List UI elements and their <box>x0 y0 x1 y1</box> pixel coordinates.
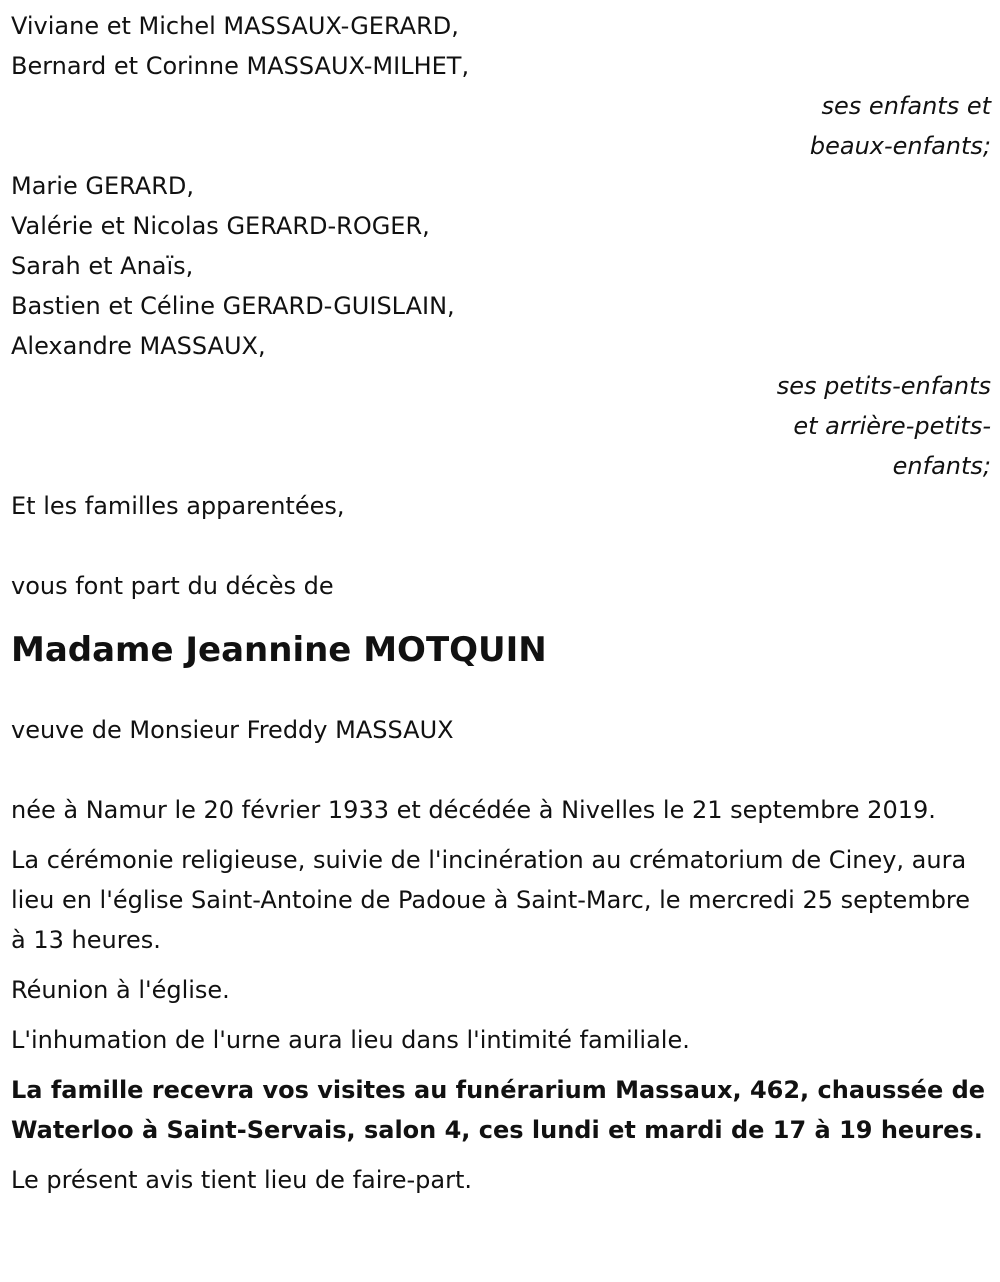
grandchildren-role <box>11 366 991 486</box>
obituary-notice <box>11 6 991 1210</box>
list-item: Bastien et Céline GERARD-GUISLAIN, <box>11 292 455 320</box>
burial-paragraph: L'inhumation de l'urne aura lieu dans l'intimité familiale. <box>11 1026 690 1054</box>
role-line: enfants; <box>892 452 991 480</box>
role-line: et arrière-petits- <box>793 412 991 440</box>
list-item: Sarah et Anaïs, <box>11 252 194 280</box>
list-item: Valérie et Nicolas GERARD-ROGER, <box>11 212 430 240</box>
list-item: Viviane et Michel MASSAUX-GERARD, <box>11 12 459 40</box>
list-item: Alexandre MASSAUX, <box>11 332 266 360</box>
widow-of-line: veuve de Monsieur Freddy MASSAUX <box>11 716 454 744</box>
ceremony-paragraph: La cérémonie religieuse, suivie de l'incinération au crématorium de Ciney, aura lieu en l'église Saint-Antoine de Padoue à Saint-Marc, le mercredi 25 septembre à 13 heures. <box>11 846 971 954</box>
deceased-name: Madame Jeannine MOTQUIN <box>11 630 547 670</box>
children-role <box>11 86 991 166</box>
announce-line: vous font part du décès de <box>11 572 334 600</box>
meeting-paragraph: Réunion à l'église. <box>11 976 230 1004</box>
role-line: beaux-enfants; <box>809 132 991 160</box>
role-line: ses petits-enfants <box>776 372 991 400</box>
grandchildren-list <box>11 166 991 366</box>
children-list <box>11 6 991 86</box>
list-item: Bernard et Corinne MASSAUX-MILHET, <box>11 52 470 80</box>
notice-paragraph: Le présent avis tient lieu de faire-part. <box>11 1166 473 1194</box>
list-item: Marie GERARD, <box>11 172 195 200</box>
role-line: ses enfants et <box>821 92 991 120</box>
birth-death-paragraph: née à Namur le 20 février 1933 et décédée à Nivelles le 21 septembre 2019. <box>11 796 936 824</box>
visits-paragraph: La famille recevra vos visites au funérarium Massaux, 462, chaussée de Waterloo à Saint-Servais, salon 4, ces lundi et mardi de 17 à 19 heures. <box>11 1076 986 1144</box>
families-line: Et les familles apparentées, <box>11 492 345 520</box>
